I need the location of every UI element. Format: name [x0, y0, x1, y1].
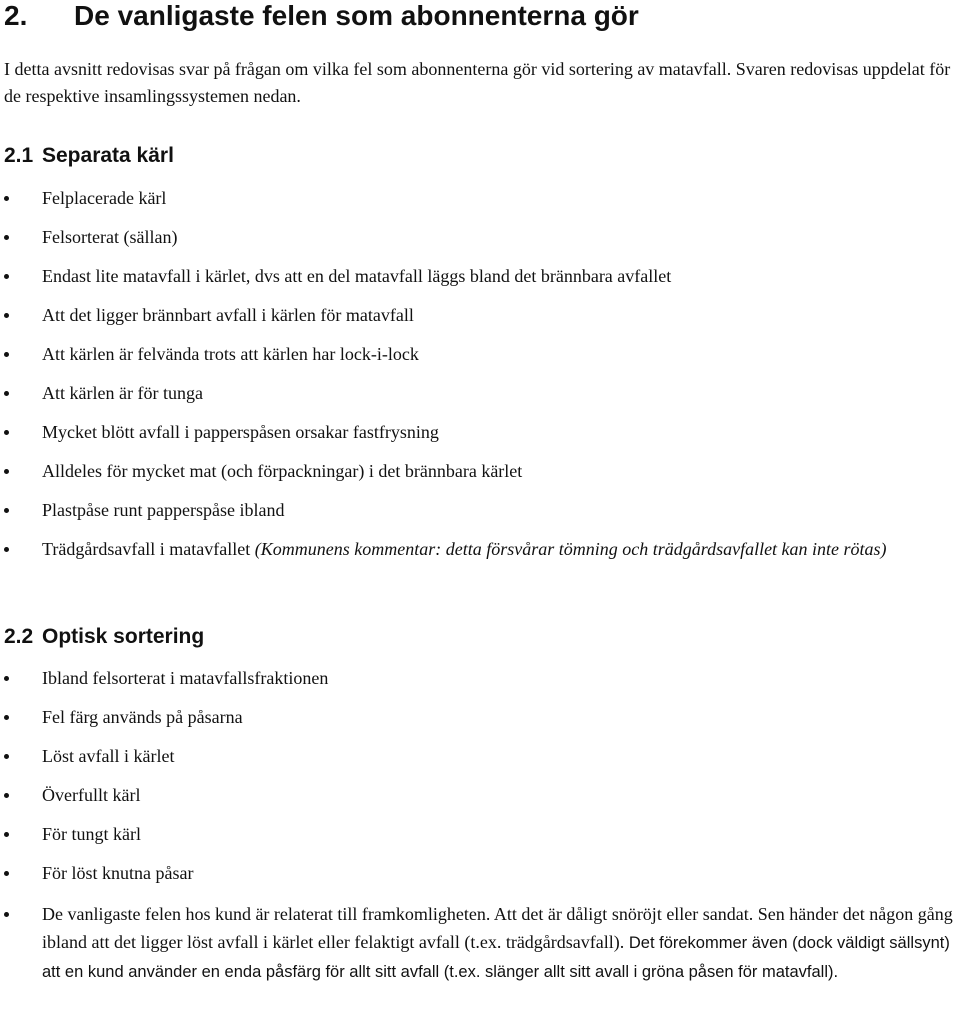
closing-text: De vanligaste felen hos kund är relaterat till framkomligheten. Att det är dåligt snöröjt eller sandat. Sen händer det någon gång ibland att det ligger löst avfall i kärlet eller felaktigt avfall (t.ex. trädgårdsavfall).: [42, 904, 953, 952]
bullet-icon: [4, 196, 9, 201]
bullet-icon: [4, 912, 9, 917]
bullet-icon: [4, 469, 9, 474]
list-item: [0, 184, 960, 212]
list-item-text: Att kärlen är felvända trots att kärlen har lock-i-lock: [42, 344, 419, 364]
section-2-heading: [4, 624, 204, 650]
page-title-text: De vanligaste felen som abonnenterna gör: [74, 0, 639, 31]
list-item-text: Felsorterat (sällan): [42, 227, 178, 247]
list-item-text: Plastpåse runt papperspåse ibland: [42, 500, 285, 520]
bullet-icon: [4, 508, 9, 513]
list-item: [0, 379, 960, 407]
closing-paragraph: [42, 900, 958, 986]
list-item-text: Att kärlen är för tunga: [42, 383, 203, 403]
list-item: [0, 262, 960, 290]
section-1-list: [0, 184, 960, 574]
page-title-number: 2.: [4, 0, 28, 31]
bullet-icon: [4, 274, 9, 279]
list-item: [0, 535, 960, 563]
page-title: [4, 0, 639, 32]
municipality-comment: (Kommunens kommentar: detta försvårar tömning och trädgårdsavfallet kan inte rötas): [254, 539, 887, 559]
list-item-text: Mycket blött avfall i papperspåsen orsakar fastfrysning: [42, 422, 439, 442]
bullet-icon: [4, 832, 9, 837]
list-item-text: Ibland felsorterat i matavfallsfraktionen: [42, 668, 329, 688]
list-item-text: Löst avfall i kärlet: [42, 746, 175, 766]
list-item: [0, 340, 960, 368]
list-item: [0, 781, 960, 809]
bullet-icon: [4, 793, 9, 798]
bullet-icon: [4, 676, 9, 681]
list-item-text: Alldeles för mycket mat (och förpackningar) i det brännbara kärlet: [42, 461, 523, 481]
section-2-list: [0, 664, 960, 898]
list-item-text: Felplacerade kärl: [42, 188, 167, 208]
list-item: [0, 418, 960, 446]
bullet-icon: [4, 430, 9, 435]
list-item-text: Trädgårdsavfall i matavfallet: [42, 539, 255, 559]
bullet-icon: [4, 754, 9, 759]
list-item: [0, 457, 960, 485]
list-item: [0, 664, 960, 692]
list-item-text: För löst knutna påsar: [42, 863, 194, 883]
list-item-text: Överfullt kärl: [42, 785, 141, 805]
section-2-title: Optisk sortering: [42, 625, 205, 648]
list-item: [0, 703, 960, 731]
intro-paragraph: I detta avsnitt redovisas svar på frågan om vilka fel som abonnenterna gör vid sortering av matavfall. Svaren redovisas uppdelat för de respektive insamlingssystemen nedan.: [4, 59, 951, 106]
bullet-icon: [4, 871, 9, 876]
bullet-icon: [4, 235, 9, 240]
bullet-icon: [4, 715, 9, 720]
list-item: [0, 742, 960, 770]
bullet-icon: [4, 391, 9, 396]
list-item-text: Fel färg används på påsarna: [42, 707, 243, 727]
section-1-title: Separata kärl: [42, 144, 174, 167]
section-1-number: 2.1: [4, 144, 34, 167]
section-1-heading: [4, 143, 174, 169]
list-item-text: Endast lite matavfall i kärlet, dvs att en del matavfall läggs bland det brännbara avfallet: [42, 266, 672, 286]
list-item: [0, 820, 960, 848]
bullet-icon: [4, 313, 9, 318]
list-item: [0, 496, 960, 524]
list-item-text: Att det ligger brännbart avfall i kärlen för matavfall: [42, 305, 414, 325]
list-item-text: För tungt kärl: [42, 824, 141, 844]
list-item: [0, 301, 960, 329]
section-2-number: 2.2: [4, 625, 34, 648]
list-item: [0, 859, 960, 887]
closing-text-continued: Det förekommer även (dock väldigt sällsynt) att en kund använder en enda påsfärg för allt sitt avfall (t.ex. slänger allt sitt avall i gröna påsen för matavfall).: [42, 934, 950, 981]
bullet-icon: [4, 547, 9, 552]
list-item: [0, 223, 960, 251]
bullet-icon: [4, 352, 9, 357]
